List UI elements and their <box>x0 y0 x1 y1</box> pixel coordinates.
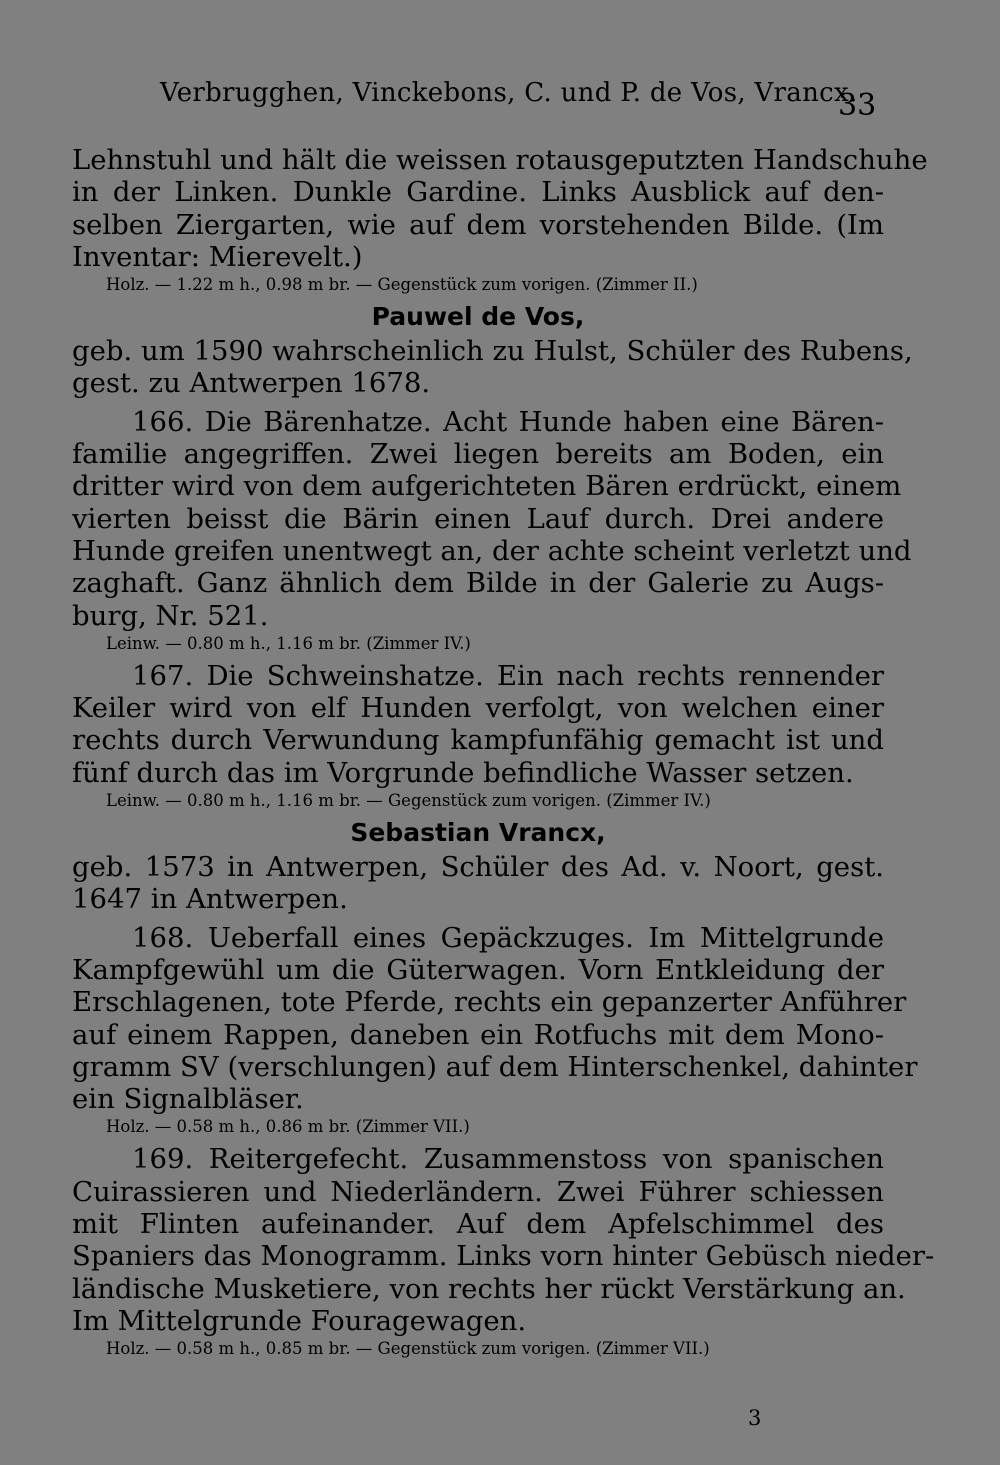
text-line: dritter wird von dem aufgerichteten Bären erdrückt, einem <box>72 470 902 503</box>
text-line: 169. Reitergefecht. Zusammenstoss von spanischen <box>132 1143 884 1176</box>
text-line: ländische Musketiere, von rechts her rückt Verstärkung an. <box>72 1272 906 1305</box>
running-header: Verbrugghen, Vinckebons, C. und P. de Vos, Vrancx. <box>160 78 858 108</box>
text-line: mit Flinten aufeinander. Auf dem Apfelschimmel des <box>72 1208 884 1241</box>
intro-paragraph <box>72 144 928 273</box>
text-line: gest. zu Antwerpen 1678. <box>72 367 431 400</box>
text-line: Erschlagenen, tote Pferde, rechts ein gepanzerter Anführer <box>72 986 907 1019</box>
text-line: in der Linken. Dunkle Gardine. Links Ausblick auf den- <box>72 176 884 209</box>
text-line: rechts durch Verwundung kampfunfähig gemacht ist und <box>72 724 884 757</box>
text-line: 166. Die Bärenhatze. Acht Hunde haben eine Bären- <box>132 405 884 438</box>
text-line: 167. Die Schweinshatze. Ein nach rechts rennender <box>132 659 884 692</box>
artwork-details: Leinw. — 0.80 m h., 1.16 m br. — Gegenstück zum vorigen. (Zimmer IV.) <box>106 791 711 811</box>
page-number: 33 <box>838 88 877 123</box>
artwork-details: Holz. — 0.58 m h., 0.85 m br. — Gegenstück zum vorigen. (Zimmer VII.) <box>106 1339 710 1359</box>
text-line: auf einem Rappen, daneben ein Rotfuchs mit dem Mono- <box>72 1018 884 1051</box>
text-line: geb. 1573 in Antwerpen, Schüler des Ad. v. Noort, gest. <box>72 851 884 884</box>
artist-heading: Sebastian Vrancx, <box>350 818 606 848</box>
text-line: 168. Ueberfall eines Gepäckzuges. Im Mittelgrunde <box>132 921 884 954</box>
artist-bio <box>72 851 884 916</box>
text-line: geb. um 1590 wahrscheinlich zu Hulst, Schüler des Rubens, <box>72 335 913 368</box>
artist-heading: Pauwel de Vos, <box>371 302 585 332</box>
catalog-entry-168 <box>72 921 918 1116</box>
text-line: fünf durch das im Vorgrunde befindliche Wasser setzen. <box>72 756 854 789</box>
catalog-entry-166 <box>72 405 912 632</box>
text-line: Im Mittelgrunde Fouragewagen. <box>72 1304 527 1337</box>
text-line: Inventar: Mierevelt.) <box>72 240 363 273</box>
artist-bio <box>72 335 913 400</box>
text-line: familie angegriffen. Zwei liegen bereits am Boden, ein <box>72 438 884 471</box>
artwork-details: Holz. — 0.58 m h., 0.86 m br. (Zimmer VII.) <box>106 1117 470 1137</box>
artwork-details: Holz. — 1.22 m h., 0.98 m br. — Gegenstück zum vorigen. (Zimmer II.) <box>106 275 698 295</box>
text-line: Keiler wird von elf Hunden verfolgt, von welchen einer <box>72 692 884 725</box>
text-line: burg, Nr. 521. <box>72 599 269 632</box>
text-line: vierten beisst die Bärin einen Lauf durch. Drei andere <box>72 502 884 535</box>
catalog-entry-169 <box>72 1143 935 1337</box>
artwork-details: Leinw. — 0.80 m h., 1.16 m br. (Zimmer IV.) <box>106 633 471 653</box>
text-line: selben Ziergarten, wie auf dem vorstehenden Bilde. (Im <box>72 208 884 241</box>
page-body <box>72 144 935 1365</box>
signature-mark: 3 <box>748 1406 762 1430</box>
text-line: Kampfgewühl um die Güterwagen. Vorn Entkleidung der <box>72 953 884 986</box>
text-line: Lehnstuhl und hält die weissen rotausgeputzten Handschuhe <box>72 144 928 176</box>
text-line: Spaniers das Monogramm. Links vorn hinter Gebüsch nieder- <box>72 1240 935 1273</box>
catalog-entry-167 <box>72 660 884 789</box>
text-line: ein Signalbläser. <box>72 1083 304 1116</box>
text-line: Cuirassieren und Niederländern. Zwei Führer schiessen <box>72 1175 884 1208</box>
text-line: 1647 in Antwerpen. <box>72 883 348 916</box>
text-line: zaghaft. Ganz ähnlich dem Bilde in der Galerie zu Augs- <box>72 567 884 600</box>
text-line: Hunde greifen unentwegt an, der achte scheint verletzt und <box>72 534 912 567</box>
text-line: gramm SV (verschlungen) auf dem Hinterschenkel, dahinter <box>72 1050 918 1083</box>
